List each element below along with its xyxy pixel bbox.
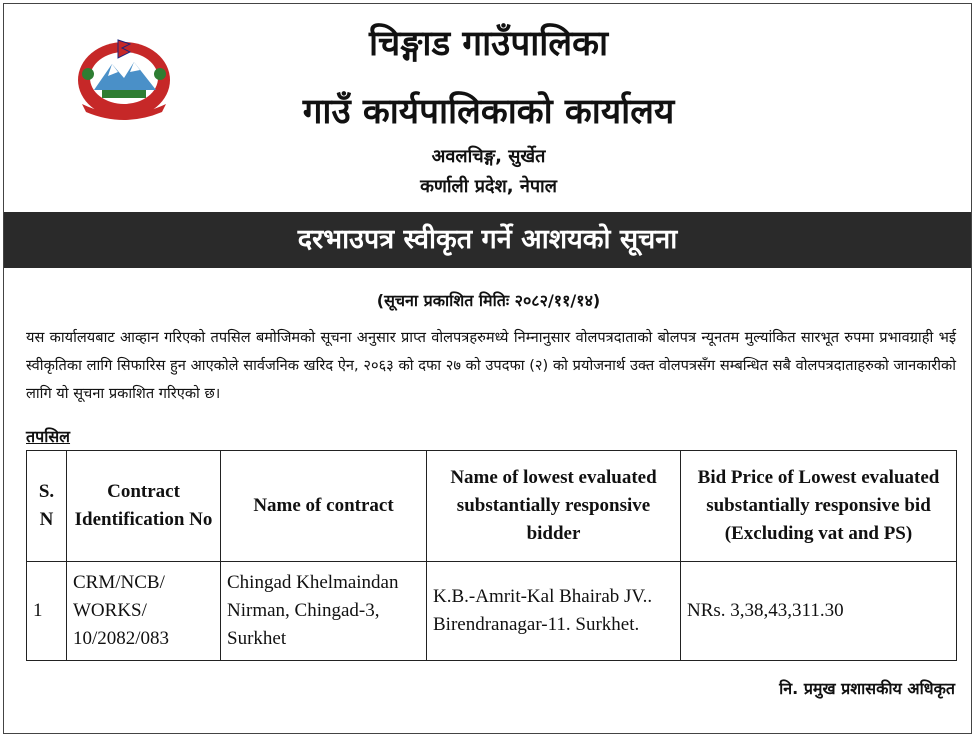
bid-table	[26, 450, 957, 661]
table-header-row	[27, 451, 957, 562]
cell-sn: 1	[27, 562, 67, 661]
cell-contract-name: Chingad Khelmaindan Nirman, Chingad-3, Surkhet	[221, 562, 427, 661]
cell-bidder: K.B.-Amrit-Kal Bhairab JV.. Birendranagar-11. Surkhet.	[427, 562, 681, 661]
address-line-1: अवलचिङ्ग, सुर्खेत	[431, 146, 546, 167]
cell-contract-id: CRM/NCB/ WORKS/ 10/2082/083	[67, 562, 221, 661]
publish-date: (सूचना प्रकाशित मितिः २०८२/११/१४)	[376, 291, 601, 310]
notice-body: यस कार्यालयबाट आव्हान गरिएको तपसिल बमोजिमको सूचना अनुसार प्राप्त वोलपत्रहरुमध्ये निम्नानुसार वोलपत्रदाताको बोलपत्र न्यूनतम मुल्यांकित सारभूत रुपमा प्रभावग्राही भई स्वीकृतिका लागि सिफारिस हुन आएकोले सार्वजनिक खरिद ऐन, २०६३ को दफा २७ को उपदफा (२) को प्रयोजनार्थ उक्त वोलपत्रसँग सम्बन्धित सबै वोलपत्रदाताहरुको जानकारीको लागि यो सूचना प्रकाशित गरिएको छ।	[26, 329, 956, 402]
header-bid-price: Bid Price of Lowest evaluated substantially responsive bid (Excluding vat and PS)	[681, 451, 957, 562]
address-line-2: कर्णाली प्रदेश, नेपाल	[420, 176, 557, 197]
notice-title-banner: दरभाउपत्र स्वीकृत गर्ने आशयको सूचना	[4, 212, 971, 268]
office-name: गाउँ कार्यपालिकाको कार्यालय	[302, 92, 675, 132]
table-row	[27, 562, 957, 661]
cell-bid-price: NRs. 3,38,43,311.30	[681, 562, 957, 661]
header-contract-name: Name of contract	[221, 451, 427, 562]
header-bidder: Name of lowest evaluated substantially responsive bidder	[427, 451, 681, 562]
organization-name: चिङ्गाड गाउँपालिका	[368, 24, 609, 64]
header-sn: S. N	[27, 451, 67, 562]
signatory: नि. प्रमुख प्रशासकीय अधिकृत	[779, 679, 955, 698]
schedule-label: तपसिल	[26, 427, 71, 446]
header-contract-id: Contract Identification No	[67, 451, 221, 562]
